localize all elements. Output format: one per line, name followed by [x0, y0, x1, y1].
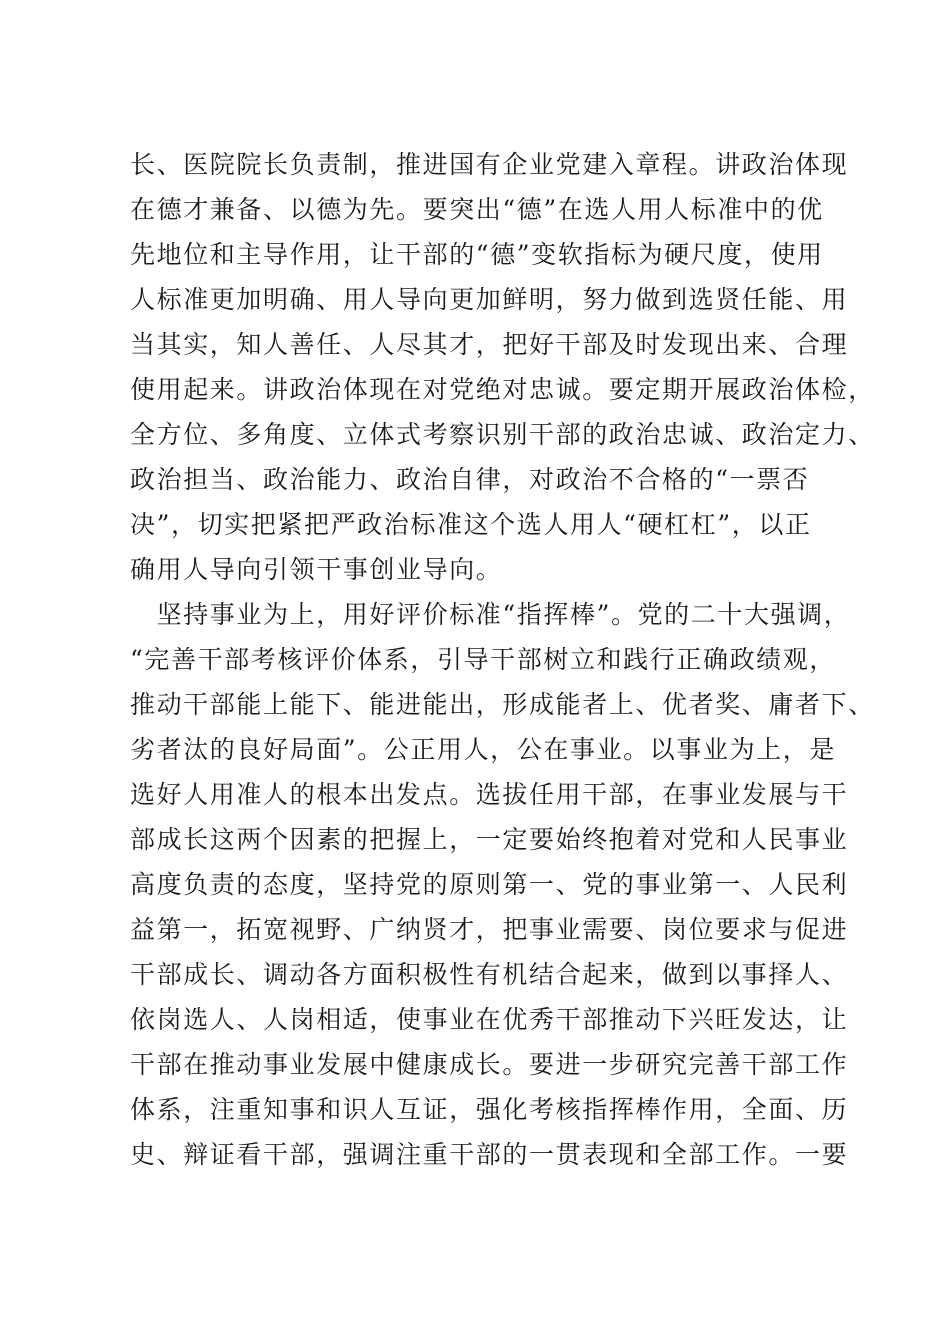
text-line: 干部成长、调动各方面积极性有机结合起来，做到以事择人、: [130, 960, 849, 989]
text-line: “完善干部考核评价体系，引导干部树立和践行正确政绩观，: [130, 645, 836, 674]
text-line: 益第一，拓宽视野、广纳贤才，把事业需要、岗位要求与促进: [130, 915, 849, 944]
text-line: 选好人用准人的根本出发点。选拔任用干部，在事业发展与干: [130, 780, 849, 809]
text-line: 高度负责的态度，坚持党的原则第一、党的事业第一、人民利: [130, 870, 849, 899]
text-line: 确用人导向引领干事创业导向。: [130, 555, 503, 584]
text-line: 在德才兼备、以德为先。要突出“德”在选人用人标准中的优: [130, 195, 824, 224]
text-line: 长、医院院长负责制，推进国有企业党建入章程。讲政治体现: [130, 150, 849, 179]
text-line: 坚持事业为上，用好评价标准“指挥棒”。党的二十大强调，: [130, 600, 851, 629]
text-line: 劣者汰的良好局面”。公正用人，公在事业。以事业为上，是: [130, 735, 836, 764]
text-line: 体系，注重知事和识人互证，强化考核指挥棒作用，全面、历: [130, 1095, 849, 1124]
text-line: 决”，切实把紧把严政治标准这个选人用人“硬杠杠”，以正: [130, 510, 812, 539]
text-line: 推动干部能上能下、能进能出，形成能者上、优者奖、庸者下、: [130, 690, 875, 719]
text-line: 人标准更加明确、用人导向更加鲜明，努力做到选贤任能、用: [130, 285, 849, 314]
text-line: 依岗选人、人岗相适，使事业在优秀干部推动下兴旺发达，让: [130, 1005, 849, 1034]
text-line: 全方位、多角度、立体式考察识别干部的政治忠诚、政治定力、: [130, 420, 875, 449]
text-line: 部成长这两个因素的把握上，一定要始终抱着对党和人民事业: [130, 825, 849, 854]
text-line: 史、辩证看干部，强调注重干部的一贯表现和全部工作。一要: [130, 1140, 849, 1169]
text-line: 当其实，知人善任、人尽其才，把好干部及时发现出来、合理: [130, 330, 849, 359]
text-line: 干部在推动事业发展中健康成长。要进一步研究完善干部工作: [130, 1050, 849, 1079]
text-line: 使用起来。讲政治体现在对党绝对忠诚。要定期开展政治体检，: [130, 375, 875, 404]
text-line: 政治担当、政治能力、政治自律，对政治不合格的“一票否: [130, 465, 810, 494]
text-line: 先地位和主导作用，让干部的“德”变软指标为硬尺度，使用: [130, 240, 824, 269]
body-text: [130, 142, 875, 1177]
